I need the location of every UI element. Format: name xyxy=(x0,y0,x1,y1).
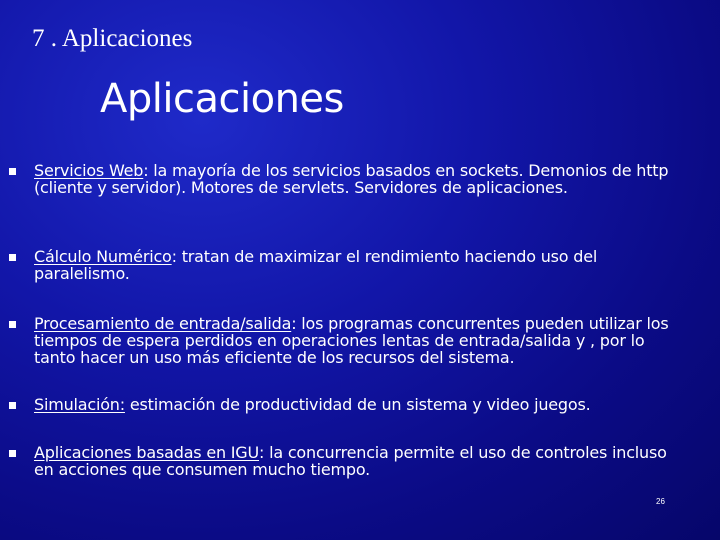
bullet-text: : tratan de maximizar el rendimiento haciendo uso del paralelismo. xyxy=(34,247,598,283)
bullet-marker xyxy=(9,402,16,409)
bullet-item xyxy=(34,315,690,366)
bullet-marker xyxy=(9,321,16,328)
bullet-marker xyxy=(9,450,16,457)
bullet-term: Procesamiento de entrada/salida xyxy=(34,314,292,333)
bullet-text: : la concurrencia permite el uso de controles incluso en acciones que consumen mucho tiempo. xyxy=(34,443,667,479)
bullet-text: : la mayoría de los servicios basados en sockets. Demonios de http (cliente y servidor). Motores de servlets. Servidores de aplicaciones. xyxy=(34,161,669,197)
bullet-item xyxy=(34,396,690,413)
bullet-text: : los programas concurrentes pueden utilizar los tiempos de espera perdidos en operaciones lentas de entrada/salida y , por lo tanto hacer un uso más eficiente de los recursos del sistema. xyxy=(34,314,669,367)
bullet-term: Cálculo Numérico xyxy=(34,247,172,266)
slide-title: Aplicaciones xyxy=(100,76,344,122)
bullet-item xyxy=(34,248,690,282)
bullet-item xyxy=(34,444,690,478)
bullet-term: Simulación: xyxy=(34,395,125,414)
bullet-item xyxy=(34,162,690,196)
bullet-term: Servicios Web xyxy=(34,161,144,180)
bullet-term: Aplicaciones basadas en IGU xyxy=(34,443,260,462)
bullet-marker xyxy=(9,254,16,261)
section-title: 7 . Aplicaciones xyxy=(32,25,193,52)
bullet-text: estimación de productividad de un sistema y video juegos. xyxy=(124,395,591,414)
page-number: 26 xyxy=(656,497,665,506)
bullet-marker xyxy=(9,168,16,175)
